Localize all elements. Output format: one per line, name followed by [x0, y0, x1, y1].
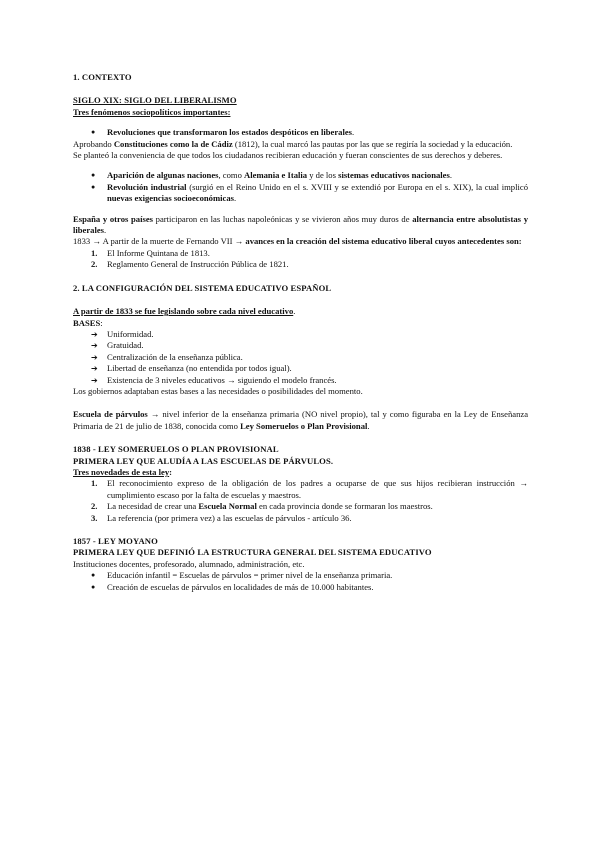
bases-list: [73, 329, 528, 386]
ley-1857-subtitle: PRIMERA LEY QUE DEFINIÓ LA ESTRUCTURA GENERAL DEL SISTEMA EDUCATIVO: [73, 547, 432, 558]
ley-1857-title: 1857 - LEY MOYANO: [73, 536, 158, 546]
fenomenos-list-1: [73, 127, 528, 138]
list-item: 2. La necesidad de crear una Escuela Normal en cada provincia donde se formaran los maestros.: [91, 501, 433, 512]
tres-fenomenos-heading: Tres fenómenos sociopolíticos importantes:: [73, 106, 231, 117]
list-item: ➔ Libertad de enseñanza (no entendida por todos igual).: [91, 363, 528, 374]
list-item: ● Revoluciones que transformaron los estados despóticos en liberales.: [91, 127, 528, 138]
paragraph-gobiernos: Los gobiernos adaptaban estas bases a las necesidades o posibilidades del momento.: [73, 385, 363, 396]
paragraph-escuela-parvulos: Escuela de párvulos → nivel inferior de la enseñanza primaria (NO nivel propio), tal y como figuraba en la Ley de Enseñanza Primaria de 21 de julio de 1838, conocida como Ley Someruelos o Plan Provisional.: [73, 409, 529, 431]
fenomenos-list-2: [73, 170, 528, 204]
list-item: 1. El Informe Quintana de 1813.: [91, 247, 210, 258]
antecedentes-list: [73, 248, 528, 271]
list-item: ● Educación infantil = Escuelas de párvulos = primer nivel de la enseñanza primaria.: [91, 570, 528, 581]
instituciones-line: Instituciones docentes, profesorado, alumnado, administración, etc.: [73, 558, 305, 569]
novedades-list: [73, 478, 528, 524]
list-item: ➔ Centralización de la enseñanza pública.: [91, 352, 528, 363]
list-item: 1. El reconocimiento expreso de la obligación de los padres a ocuparse de que sus hijos recibieran instrucción → cumplimiento escaso por la falta de escuelas y maestros.: [91, 478, 528, 500]
bases-heading: BASES:: [73, 317, 103, 328]
section-1-title: 1. CONTEXTO: [73, 72, 132, 82]
paragraph-1833: 1833 → A partir de la muerte de Fernando VII → avances en la creación del sistema educativo liberal cuyos antecedentes son:: [73, 236, 522, 247]
section-2-title: 2. LA CONFIGURACIÓN DEL SISTEMA EDUCATIVO ESPAÑOL: [73, 282, 332, 293]
novedades-heading: Tres novedades de esta ley:: [73, 466, 172, 477]
document-page: [73, 72, 528, 593]
list-item: 3. La referencia (por primera vez) a las escuelas de párvulos - artículo 36.: [91, 512, 352, 523]
siglo-heading: SIGLO XIX: SIGLO DEL LIBERALISMO: [73, 95, 237, 106]
paragraph-cadiz: Aprobando Constituciones como la de Cádiz (1812), la cual marcó las pautas por las que se regiría la sociedad y la educación.: [73, 138, 513, 149]
list-item: 2. Reglamento General de Instrucción Pública de 1821.: [91, 259, 289, 270]
paragraph-ciudadanos: Se planteó la conveniencia de que todos los ciudadanos recibieran educación y fueran conscientes de sus derechos y deberes.: [73, 150, 503, 161]
list-item: ➔ Uniformidad.: [91, 329, 528, 340]
list-item: ➔ Gratuidad.: [91, 340, 528, 351]
paragraph-espana: España y otros países participaron en las luchas napoleónicas y se vivieron años muy duros de alternancia entre absolutistas y liberales.: [73, 213, 528, 236]
list-item: ➔ Existencia de 3 niveles educativos → siguiendo el modelo francés.: [91, 375, 528, 386]
list-item: ● Aparición de algunas naciones, como Alemania e Italia y de los sistemas educativos nacionales.: [91, 170, 528, 181]
apartir-1833: A partir de 1833 se fue legislando sobre cada nivel educativo.: [73, 306, 296, 317]
list-item: ● Revolución industrial (surgió en el Reino Unido en el s. XVIII y se extendió por Europa en el s. XIX), la cual implicó nuevas exigencias socioeconómicas.: [91, 182, 528, 205]
ley-1838-title: 1838 - LEY SOMERUELOS O PLAN PROVISIONAL: [73, 444, 279, 455]
ley-1838-subtitle: PRIMERA LEY QUE ALUDÍA A LAS ESCUELAS DE PÁRVULOS.: [73, 455, 334, 466]
list-item: ● Creación de escuelas de párvulos en localidades de más de 10.000 habitantes.: [91, 582, 528, 593]
moyano-list: [73, 570, 528, 593]
